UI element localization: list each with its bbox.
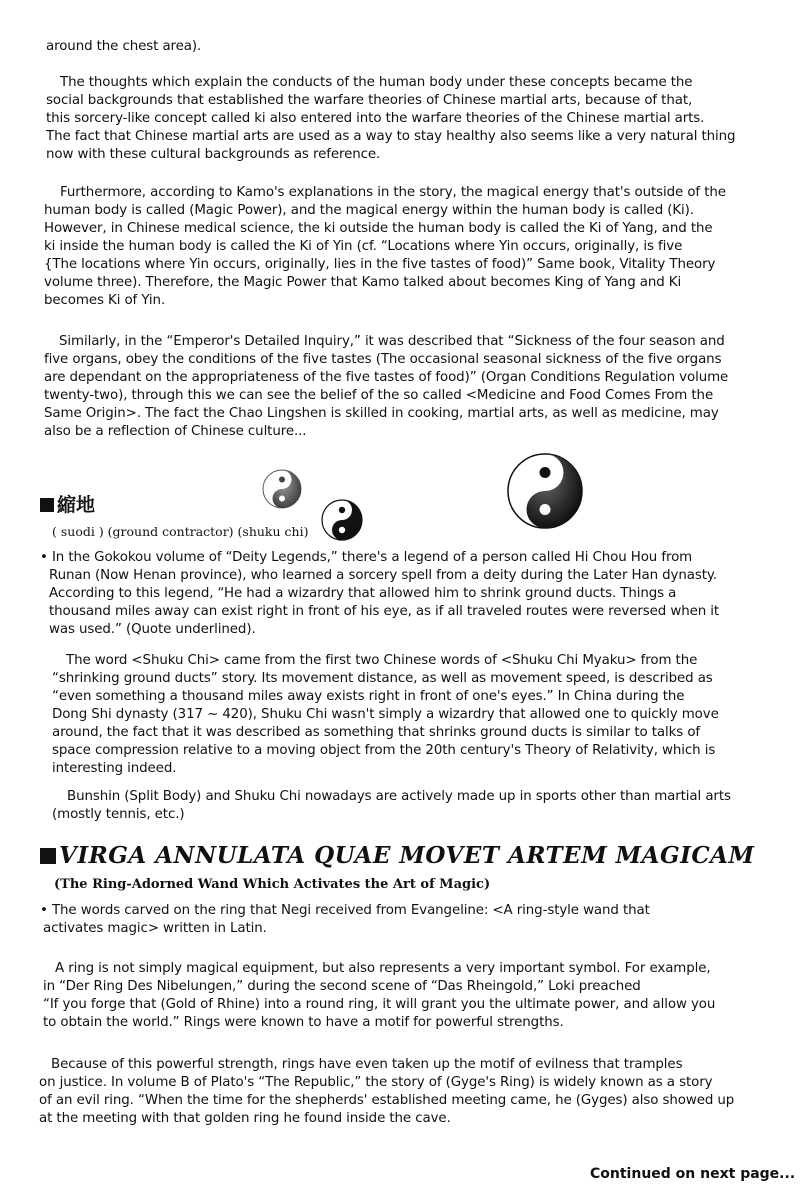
text-line: around the chest area). — [46, 39, 202, 54]
text-line: The word <Shuku Chi> came from the first two Chinese words of <Shuku Chi Myaku> from the — [66, 653, 698, 668]
text-line: Because of this powerful strength, rings have even taken up the motif of evilness that tramples — [51, 1057, 683, 1072]
text-line: Similarly, in the “Emperor's Detailed Inquiry,” it was described that “Sickness of the four season and — [59, 334, 725, 349]
text-line: ki inside the human body is called the Ki of Yin (cf. “Locations where Yin occurs, originally, is five — [44, 239, 683, 254]
text-line: at the meeting with that golden ring he found inside the cave. — [39, 1111, 451, 1126]
text-line: on justice. In volume B of Plato's “The Republic,” the story of (Gyge's Ring) is widely known as a story — [39, 1075, 713, 1090]
text-line: “even something a thousand miles away exists right in front of one's eyes.” In China during the — [52, 689, 685, 704]
text-line: to obtain the world.” Rings were known to have a motif for powerful strengths. — [43, 1015, 564, 1030]
text-line: (mostly tennis, etc.) — [52, 807, 185, 822]
text-line: now with these cultural backgrounds as reference. — [46, 147, 381, 162]
text-line: Bunshin (Split Body) and Shuku Chi nowadays are actively made up in sports other than martial arts — [67, 789, 731, 804]
text-line: {The locations where Yin occurs, originally, lies in the five tastes of food)” Same book, Vitality Theory — [44, 257, 716, 272]
text-line: The fact that Chinese martial arts are used as a way to stay healthy also seems like a very natural thing — [46, 129, 736, 144]
square-bullet-icon — [40, 848, 56, 864]
text-line: • In the Gokokou volume of “Deity Legends,” there's a legend of a person called Hi Chou Hou from — [40, 550, 693, 565]
text-line: volume three). Therefore, the Magic Power that Kamo talked about becomes King of Yang and Ki — [44, 275, 682, 290]
section-title: VIRGA ANNULATA QUAE MOVET ARTEM MAGICAM — [59, 842, 755, 869]
yin-yang-small-icon — [262, 469, 302, 509]
text-line: this sorcery-like concept called ki also entered into the warfare theories of the Chinese martial arts. — [46, 111, 705, 126]
text-line: five organs, obey the conditions of the five tastes (The occasional seasonal sickness of the five organs — [44, 352, 722, 367]
section-heading-suodi — [40, 490, 95, 517]
continued-note: Continued on next page... — [590, 1166, 796, 1182]
text-line: “shrinking ground ducts” story. Its movement distance, as well as movement speed, is described as — [52, 671, 713, 686]
text-line: Runan (Now Henan province), who learned a sorcery spell from a deity during the Later Han dynasty. — [49, 568, 717, 583]
text-line: of an evil ring. “When the time for the shepherds' established meeting came, he (Gyges) also showed up — [39, 1093, 735, 1108]
text-line: social backgrounds that established the warfare theories of Chinese martial arts, because of that, — [46, 93, 693, 108]
text-line: was used.” (Quote underlined). — [49, 622, 256, 637]
section-subtitle: ( suodi ) (ground contractor) (shuku chi) — [52, 524, 309, 539]
text-line: However, in Chinese medical science, the ki outside the human body is called the Ki of Yang, and the — [44, 221, 713, 236]
text-line: are dependant on the appropriateness of the five tastes of food)” (Organ Conditions Regulation volume — [44, 370, 729, 385]
text-line: also be a reflection of Chinese culture... — [44, 424, 307, 439]
section-title: 縮地 — [57, 494, 96, 516]
yin-yang-large-icon — [507, 453, 583, 529]
text-line: around, the fact that it was described as something that shrinks ground ducts is similar to talks of — [52, 725, 701, 740]
text-line: According to this legend, “He had a wizardry that allowed him to shrink ground ducts. Things a — [49, 586, 677, 601]
text-line: becomes Ki of Yin. — [44, 293, 166, 308]
text-line: in “Der Ring Des Nibelungen,” during the second scene of “Das Rheingold,” Loki preached — [43, 979, 641, 994]
text-line: Furthermore, according to Kamo's explanations in the story, the magical energy that's outside of the — [60, 185, 726, 200]
text-line: human body is called (Magic Power), and the magical energy within the human body is called (Ki). — [44, 203, 694, 218]
text-line: space compression relative to a moving object from the 20th century's Theory of Relativity, which is — [52, 743, 716, 758]
section-heading-virga — [40, 842, 754, 869]
square-bullet-icon — [40, 498, 54, 512]
section-subtitle: (The Ring-Adorned Wand Which Activates the Art of Magic) — [54, 877, 491, 892]
text-line: twenty-two), through this we can see the belief of the so called <Medicine and Food Comes From the — [44, 388, 714, 403]
text-line: “If you forge that (Gold of Rhine) into a round ring, it will grant you the ultimate power, and allow you — [43, 997, 716, 1012]
text-line: The thoughts which explain the conducts of the human body under these concepts became the — [60, 75, 693, 90]
yin-yang-medium-icon — [321, 499, 363, 541]
text-line: A ring is not simply magical equipment, but also represents a very important symbol. For example, — [55, 961, 711, 976]
text-line: Same Origin>. The fact the Chao Lingshen is skilled in cooking, martial arts, as well as medicine, may — [44, 406, 719, 421]
text-line: thousand miles away can exist right in front of his eye, as if all traveled routes were reversed when it — [49, 604, 720, 619]
text-line: • The words carved on the ring that Negi received from Evangeline: <A ring-style wand that — [40, 903, 650, 918]
text-line: activates magic> written in Latin. — [43, 921, 267, 936]
text-line: interesting indeed. — [52, 761, 177, 776]
text-line: Dong Shi dynasty (317 ~ 420), Shuku Chi wasn't simply a wizardry that allowed one to quickly move — [52, 707, 719, 722]
